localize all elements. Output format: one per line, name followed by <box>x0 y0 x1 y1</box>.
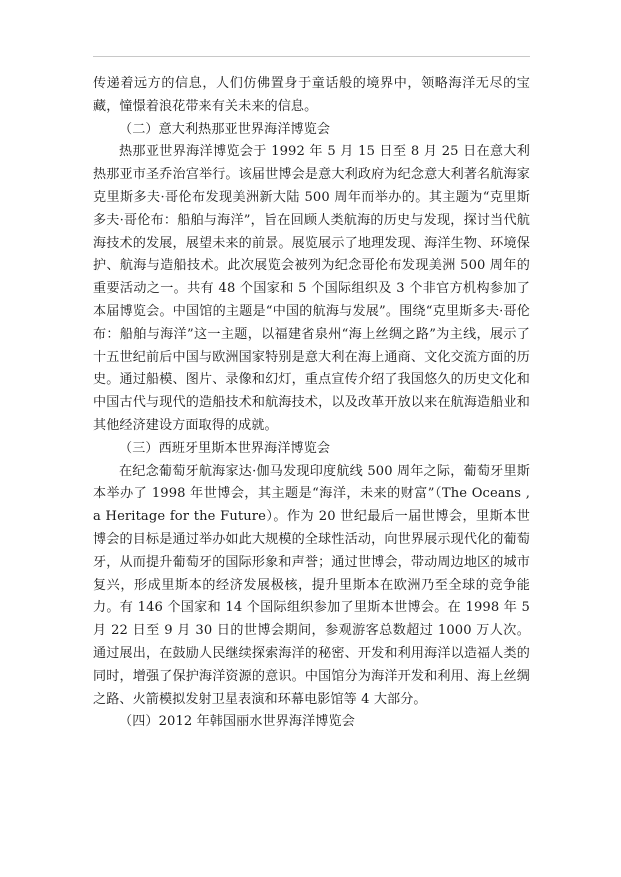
section-body-genoa-expo: 热那亚世界海洋博览会于 1992 年 5 月 15 日至 8 月 25 日在意大利热那亚市圣乔治宫举行。该届世博会是意大利政府为纪念意大利著名航海家克里斯多夫·哥伦布发现美洲新大陆 500 周年而举办的。其主题为“克里斯多夫·哥伦布：船舶与海洋”，旨在回顾人类航海的历史与发现，探讨当代航海技术的发展，展望未来的前景。展览展示了地理发现、海洋生物、环境保护、航海与造船技术。此次展览会被列为纪念哥伦布发现美洲 500 周年的重要活动之一。共有 48 个国家和 5 个国际组织及 3 个非官方机构参加了本届博览会。中国馆的主题是“中国的航海与发展”。围绕“克里斯多夫·哥伦布：船舶与海洋”这一主题，以福建省泉州“海上丝绸之路”为主线，展示了十五世纪前后中国与欧洲国家特别是意大利在海上通商、文化交流方面的历史。通过船模、图片、录像和幻灯，重点宣传介绍了我国悠久的历史文化和中国古代与现代的造船技术和航海技术，以及改革开放以来在航海造船业和其他经济建设方面取得的成就。 <box>93 144 530 433</box>
section-heading-yeosu-expo: （四）2012 年韩国丽水世界海洋博览会 <box>119 714 355 730</box>
section-body-lisbon-expo: 在纪念葡萄牙航海家达·伽马发现印度航线 500 周年之际，葡萄牙里斯本举办了 1998 年世博会，其主题是“海洋，未来的财富”（The Oceans , a Heritage for the Future）。作为 20 世纪最后一届世博会，里斯本世博会的目标是通过举办如此大规模的全球性活动，向世界展示现代化的葡萄牙，从而提升葡萄牙的国际形象和声誉；通过世博会，带动周边地区的城市复兴，形成里斯本的经济发展极核，提升里斯本在欧洲乃至全球的竞争能力。有 146 个国家和 14 个国际组织参加了里斯本世博会。在 1998 年 5 月 22 日至 9 月 30 日的世博会期间，参观游客总数超过 1000 万人次。通过展出，在鼓励人民继续探索海洋的秘密、开发和利用海洋以造福人类的同时，增强了保护海洋资源的意识。中国馆分为海洋开发和利用、海上丝绸之路、火箭模拟发射卫星表演和环幕电影馆等 4 大部分。 <box>93 463 530 707</box>
document-body <box>93 73 530 734</box>
section-heading-lisbon-expo: （三）西班牙里斯本世界海洋博览会 <box>119 440 331 456</box>
section-heading-genoa-expo: （二）意大利热那亚世界海洋博览会 <box>119 121 331 137</box>
intro-continuation-paragraph: 传递着远方的信息，人们仿佛置身于童话般的境界中，领略海洋无尽的宝藏，憧憬着浪花带来有关未来的信息。 <box>93 76 530 114</box>
page-header-rule <box>93 56 530 57</box>
